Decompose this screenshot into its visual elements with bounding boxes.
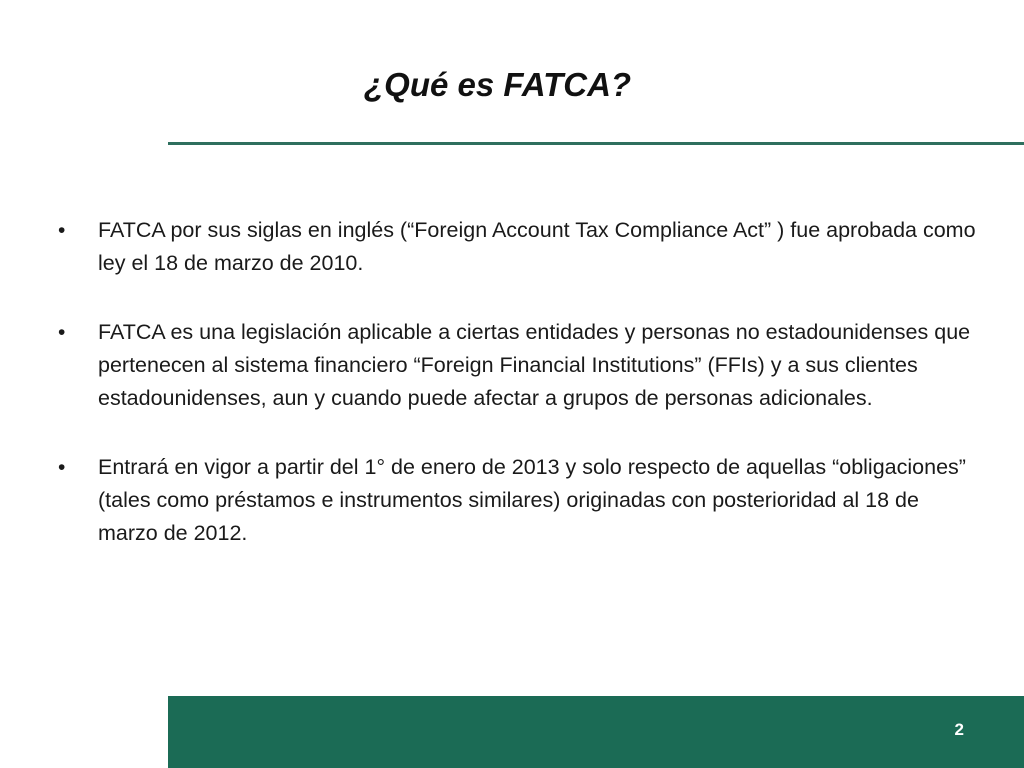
slide-title: ¿Qué es FATCA? xyxy=(364,66,632,103)
bullet-dot-icon: • xyxy=(58,219,66,242)
page-number: 2 xyxy=(954,720,964,739)
footer-bar xyxy=(168,696,1024,768)
title-underline xyxy=(168,142,1024,145)
bullet-text: FATCA es una legislación aplicable a ciertas entidades y personas no estadounidenses que pertenecen al sistema financiero “Foreign Financial Institutions” (FFIs) y a sus clientes estadounidenses, aun y cuando puede afectar a grupos de personas adicionales. xyxy=(98,320,971,410)
bullet-dot-icon: • xyxy=(58,321,66,344)
bullet-item xyxy=(58,214,978,280)
bullet-item xyxy=(58,316,978,415)
bullet-text: Entrará en vigor a partir del 1° de enero de 2013 y solo respecto de aquellas “obligaciones” (tales como préstamos e instrumentos similares) originadas con posterioridad al 18 de marzo de 2012. xyxy=(98,455,966,545)
bullet-item xyxy=(58,451,978,550)
bullet-text: FATCA por sus siglas en inglés (“Foreign Account Tax Compliance Act” ) fue aprobada como ley el 18 de marzo de 2010. xyxy=(98,218,976,275)
bullet-list xyxy=(58,214,978,586)
bullet-dot-icon: • xyxy=(58,456,66,479)
